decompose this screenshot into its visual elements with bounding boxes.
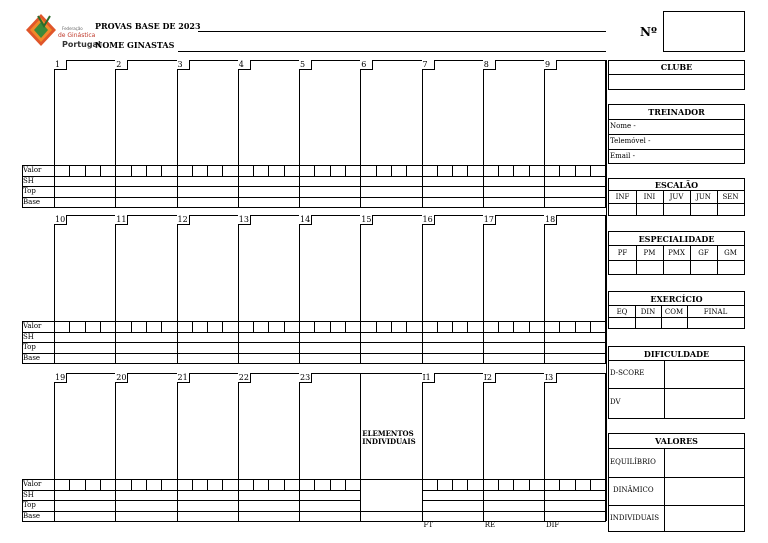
element-drawing-cell[interactable] [361,226,420,320]
element-number-tag: 8 [483,60,496,70]
element-number-tag: 15 [361,215,372,224]
gymnasts-label: NOME GINASTAS [95,40,175,50]
element-number-tag: 9 [544,60,557,70]
element-drawing-cell[interactable] [423,384,482,478]
value-subbox-border [131,321,132,332]
dscore-field[interactable] [665,361,744,388]
number-label: Nº [640,25,657,39]
especialidade-checkbox-gm[interactable] [717,261,744,274]
individual-column-blank [361,480,421,511]
element-drawing-cell[interactable] [300,384,359,478]
treinador-phone-field[interactable]: Telemóvel - [610,137,651,145]
value-subbox-border [406,165,407,176]
value-subbox-border [559,165,560,176]
especialidade-option-gf: GF [698,249,709,257]
exercicio-option-eq: EQ [616,308,628,316]
element-drawing-cell[interactable] [361,71,420,164]
especialidade-divider [636,245,637,274]
element-drawing-cell[interactable] [484,71,543,164]
element-drawing-cell[interactable] [545,384,604,478]
exercicio-option-final: FINAL [703,308,728,316]
element-number-tag: 22 [238,373,249,382]
score-row-line [22,197,606,198]
value-subbox-border [268,479,269,490]
element-number-tag: 12 [177,215,188,224]
number-box[interactable] [663,11,745,52]
element-number-tag: 23 [300,373,311,382]
grid-right-border [606,60,607,521]
escalao-checkbox-jun[interactable] [690,204,717,215]
value-subbox-border [268,321,269,332]
logo-line1: Federação [62,26,83,31]
element-drawing-cell[interactable] [484,226,543,320]
element-drawing-cell[interactable] [55,71,114,164]
row-label-top: Top [23,501,36,509]
value-subbox-border [192,479,193,490]
score-row-line [22,511,606,512]
value-subbox-border [498,479,499,490]
value-subbox-border [575,165,576,176]
especialidade-divider [690,245,691,274]
especialidade-option-pf: PF [617,249,628,257]
value-subbox-border [575,321,576,332]
gymnasts-line[interactable] [178,51,606,52]
value-subbox-border [268,165,269,176]
row-label-valor: Valor [23,480,42,488]
exercicio-title: EXERCÍCIO [650,294,703,304]
score-row-line [22,521,606,522]
value-subbox-border [85,321,86,332]
value-subbox-border [100,165,101,176]
especialidade-panel [608,231,745,275]
value-subbox-border [69,165,70,176]
treinador-name-field[interactable]: Nome - [610,122,636,130]
exercicio-panel [608,291,745,329]
element-number-tag: 10 [55,215,66,224]
value-subbox-border [590,321,591,332]
value-subbox-border [85,479,86,490]
dificuldade-panel [608,346,745,419]
element-drawing-cell[interactable] [116,384,175,478]
score-row-line [22,176,606,177]
escalao-title: ESCALÃO [654,180,699,190]
value-subbox-border [161,321,162,332]
score-row-line [22,353,606,354]
element-number-tag: 5 [299,60,312,70]
exercicio-checkbox-final[interactable] [687,318,744,328]
element-drawing-cell[interactable] [116,71,175,164]
clube-title: CLUBE [660,62,693,72]
value-subbox-border [69,321,70,332]
element-number-tag: 19 [55,373,66,382]
row-label-base: Base [23,197,41,206]
value-subbox-border [207,165,208,176]
value-subbox-border [467,165,468,176]
logo-line3: Portugal [62,40,101,49]
especialidade-checkbox-pf[interactable] [609,261,636,274]
dificuldade-title: DIFICULDADE [643,349,710,359]
escalao-option-inf: INF [615,193,630,201]
band-top-border [54,215,606,216]
clube-field[interactable] [609,75,744,89]
element-number-tag: I1 [422,373,435,383]
value-subbox-border [192,165,193,176]
value-subbox-border [345,479,346,490]
element-drawing-cell[interactable] [423,71,482,164]
element-number-tag: 20 [116,373,127,382]
value-subbox-border [590,479,591,490]
element-number-tag: 1 [54,60,67,70]
value-subbox-border [345,321,346,332]
value-subbox-border [467,321,468,332]
row-label-valor: Valor [23,166,42,174]
dinamico-label: DINÂMICO [613,486,654,494]
equilibrio-label: EQUILÍBRIO [610,458,656,466]
value-subbox-border [131,479,132,490]
element-number-tag: 11 [116,215,127,224]
exercicio-checkbox-eq[interactable] [609,318,635,328]
footer-label-re: RE [484,521,496,529]
especialidade-checkbox-pmx[interactable] [663,261,690,274]
equilibrio-field[interactable] [665,449,744,477]
element-number-tag: I3 [544,373,557,383]
element-drawing-cell[interactable] [178,384,237,478]
row-label-top: Top [23,343,36,351]
especialidade-option-gm: GM [724,249,737,257]
especialidade-checkbox-pm[interactable] [636,261,663,274]
title-line [198,31,606,32]
especialidade-divider [663,245,664,274]
dv-label: DV [610,398,621,406]
element-drawing-cell[interactable] [545,71,604,164]
especialidade-option-pmx: PMX [668,249,685,257]
dscore-label: D-SCORE [610,369,645,377]
element-number-tag: 3 [177,60,190,70]
value-subbox-border [376,321,377,332]
value-subbox-border [452,321,453,332]
element-drawing-cell[interactable] [300,226,359,320]
exercicio-divider [661,305,662,328]
value-subbox-border [559,321,560,332]
row-label-valor: Valor [23,322,42,330]
row-label-top: Top [23,187,36,195]
escalao-option-juv: JUV [669,193,684,201]
escalao-option-sen: SEN [722,193,739,201]
especialidade-title: ESPECIALIDADE [638,234,715,244]
value-subbox-border [314,165,315,176]
value-subbox-border [131,165,132,176]
value-subbox-border [529,479,530,490]
footer-label-ft: FT [423,521,434,529]
element-number-tag: 18 [545,215,556,224]
value-subbox-border [529,321,530,332]
exercicio-divider [687,305,688,328]
value-subbox-border [513,165,514,176]
especialidade-divider [717,245,718,274]
value-subbox-border [85,165,86,176]
escalao-divider [690,190,691,215]
value-subbox-border [146,165,147,176]
value-subbox-border [207,321,208,332]
element-number-tag: 17 [483,215,494,224]
value-subbox-border [529,165,530,176]
value-subbox-border [330,165,331,176]
value-subbox-border [498,165,499,176]
value-subbox-border [437,479,438,490]
federation-logo-icon [24,12,58,48]
exercicio-option-din: DIN [640,308,656,316]
logo [24,12,101,52]
value-subbox-border [161,165,162,176]
element-number-tag: 2 [115,60,128,70]
element-drawing-cell[interactable] [239,226,298,320]
escalao-divider [663,190,664,215]
value-subbox-border [207,479,208,490]
value-subbox-border [391,165,392,176]
score-row-line [22,186,606,187]
footer-label-dif: DIF [546,521,560,529]
dv-field[interactable] [665,389,744,418]
value-subbox-border [161,479,162,490]
escalao-panel [608,178,745,216]
value-subbox-border [330,321,331,332]
value-subbox-border [69,479,70,490]
escalao-checkbox-inf[interactable] [609,204,636,215]
element-drawing-cell[interactable] [484,384,543,478]
individual-elements-label: ELEMENTOS [362,429,414,438]
value-subbox-border [376,165,377,176]
escalao-divider [636,190,637,215]
element-number-tag: 6 [360,60,373,70]
row-label-base: Base [23,353,41,362]
escalao-checkbox-sen[interactable] [717,204,744,215]
value-subbox-border [314,321,315,332]
element-drawing-cell[interactable] [239,71,298,164]
score-row-line [22,490,606,491]
element-drawing-cell[interactable] [545,226,604,320]
treinador-title: TREINADOR [648,107,705,117]
value-subbox-border [284,321,285,332]
exercicio-top-line [609,305,744,306]
value-subbox-border [100,479,101,490]
form-title: PROVAS BASE DE 2023 [95,21,201,31]
value-subbox-border [253,479,254,490]
value-subbox-border [146,479,147,490]
band-top-border [54,373,606,374]
value-subbox-border [253,165,254,176]
element-number-tag: I2 [483,373,496,383]
element-drawing-cell[interactable] [55,226,114,320]
escalao-divider [717,190,718,215]
value-subbox-border [222,479,223,490]
row-label-sh: SH [23,332,34,341]
element-drawing-cell[interactable] [239,384,298,478]
value-subbox-border [437,321,438,332]
value-subbox-border [406,321,407,332]
exercicio-checkbox-com[interactable] [661,318,687,328]
value-subbox-border [513,479,514,490]
value-subbox-border [192,321,193,332]
value-subbox-border [146,321,147,332]
exercicio-divider [635,305,636,328]
element-drawing-cell[interactable] [423,226,482,320]
individuais-label: INDIVIDUAIS [610,514,659,522]
especialidade-checkbox-gf[interactable] [690,261,717,274]
value-subbox-border [437,165,438,176]
value-subbox-border [452,479,453,490]
value-subbox-border [345,165,346,176]
escalao-top-line [609,190,744,191]
escalao-checkbox-ini[interactable] [636,204,663,215]
value-subbox-border [284,165,285,176]
element-drawing-cell[interactable] [178,226,237,320]
element-number-tag: 14 [300,215,311,224]
element-number-tag: 4 [238,60,251,70]
dinamico-field[interactable] [665,478,744,505]
value-subbox-border [575,479,576,490]
value-subbox-border [284,479,285,490]
individuais-field[interactable] [665,506,744,531]
especialidade-option-pm: PM [643,249,656,257]
element-number-tag: 13 [238,215,249,224]
score-row-line [22,500,606,501]
value-subbox-border [452,165,453,176]
element-number-tag: 7 [422,60,435,70]
value-subbox-border [467,479,468,490]
treinador-email-field[interactable]: Email - [610,152,635,160]
element-drawing-cell[interactable] [178,71,237,164]
valores-title: VALORES [655,436,698,446]
exercicio-checkbox-din[interactable] [635,318,661,328]
treinador-panel [608,104,745,164]
escalao-checkbox-juv[interactable] [663,204,690,215]
score-row-line [22,332,606,333]
score-row-line [22,207,606,208]
value-subbox-border [559,479,560,490]
element-drawing-cell[interactable] [116,226,175,320]
value-subbox-border [513,321,514,332]
row-label-base: Base [23,511,41,520]
row-label-sh: SH [23,490,34,499]
exercicio-option-com: COM [664,308,684,316]
especialidade-top-line [609,245,744,246]
element-drawing-cell[interactable] [300,71,359,164]
band-top-border [54,60,606,61]
valores-panel [608,433,745,532]
value-subbox-border [100,321,101,332]
individual-elements-label-2: INDIVIDUAIS [362,437,416,446]
element-number-tag: 16 [422,215,433,224]
value-subbox-border [391,321,392,332]
value-subbox-border [498,321,499,332]
value-subbox-border [590,165,591,176]
clube-panel [608,60,745,90]
value-subbox-border [222,321,223,332]
element-number-tag: 21 [177,373,188,382]
row-label-sh: SH [23,176,34,185]
value-subbox-border [330,479,331,490]
logo-line2: de Ginástica [58,32,96,39]
escalao-option-jun: JUN [696,193,711,201]
score-row-line [22,342,606,343]
escalao-option-ini: INI [643,193,656,201]
value-subbox-border [253,321,254,332]
element-drawing-cell[interactable] [55,384,114,478]
value-subbox-border [314,479,315,490]
value-subbox-border [222,165,223,176]
score-row-line [22,363,606,364]
